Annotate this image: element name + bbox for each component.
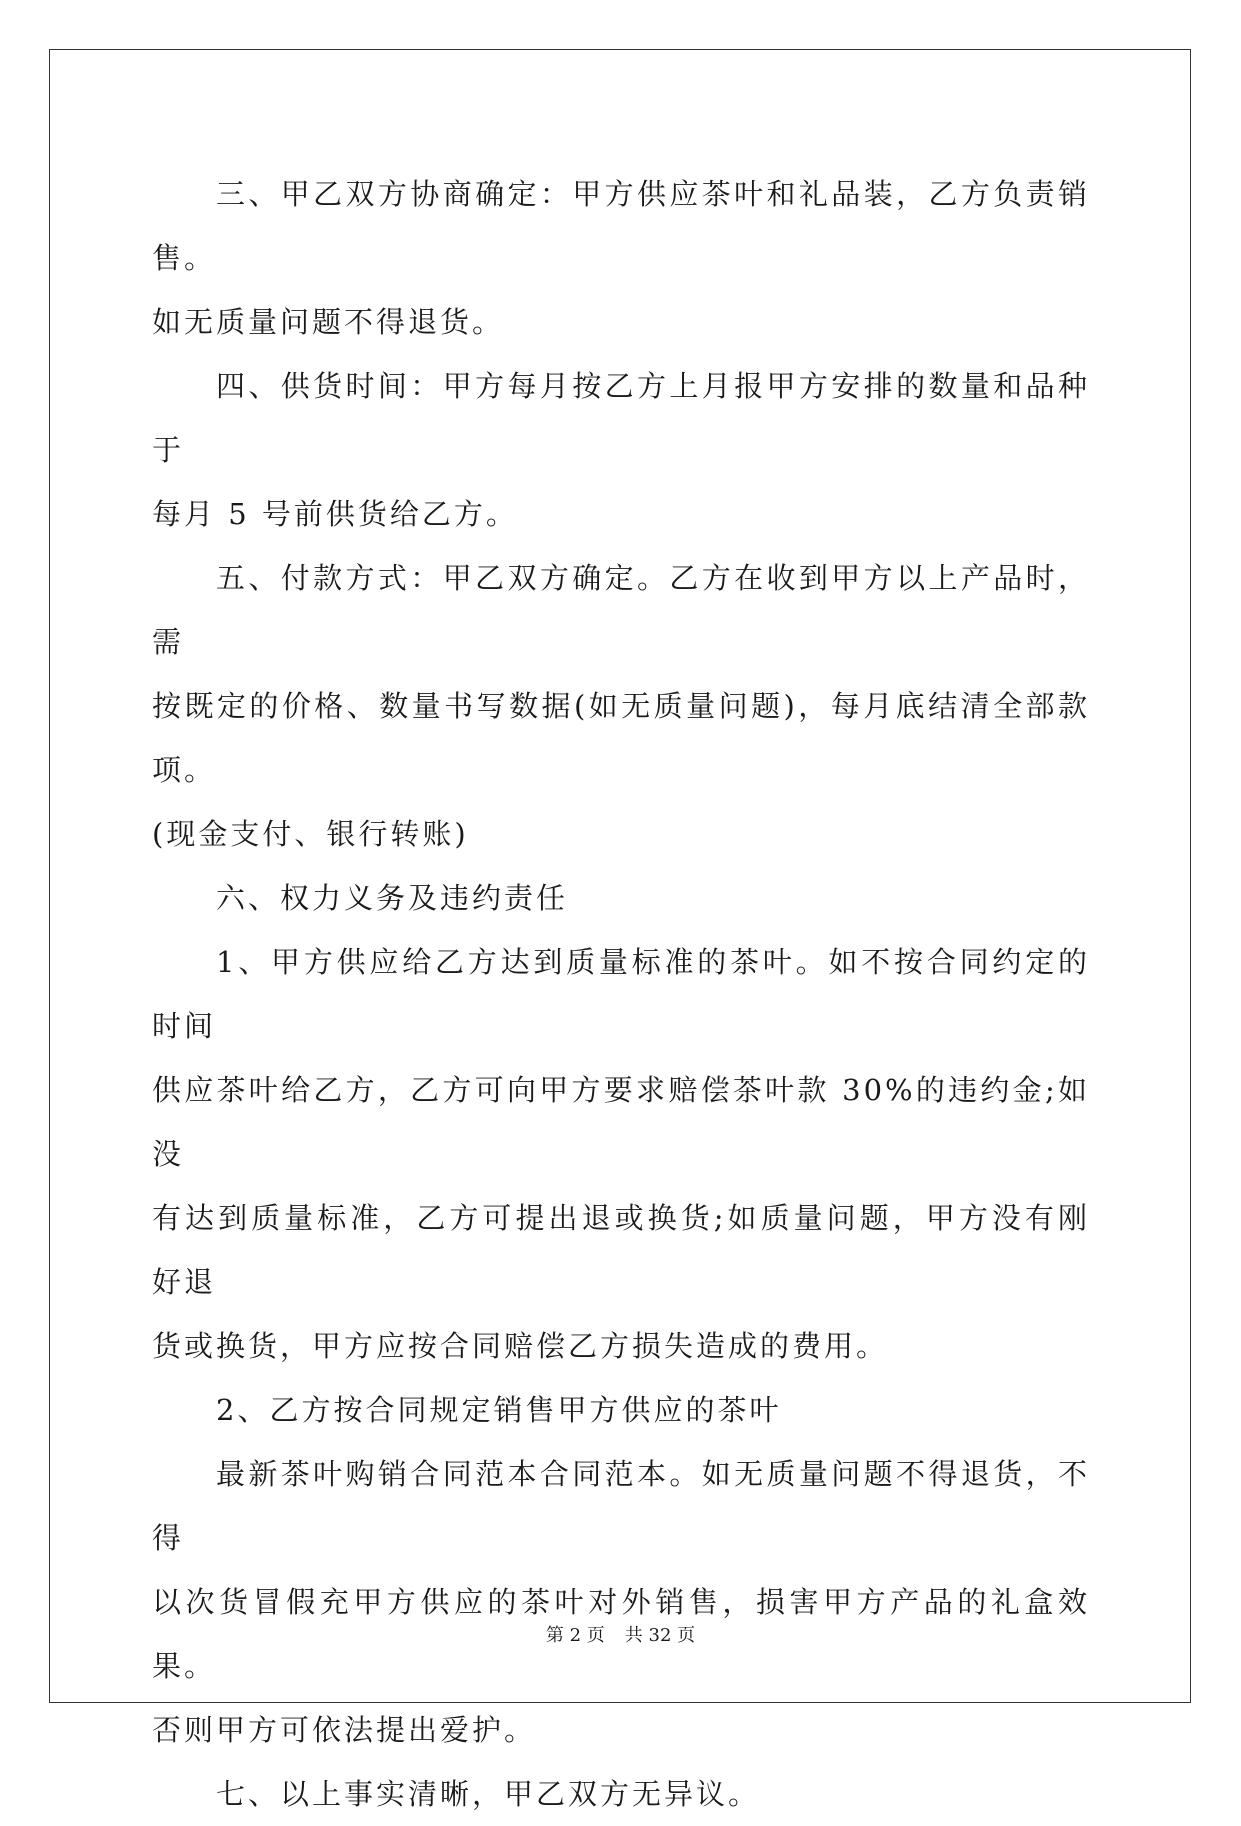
page-number: 第 2 页 <box>545 1625 605 1646</box>
paragraph-4: 四、供货时间：甲方每月按乙方上月报甲方安排的数量和品种于 每月 5 号前供货给乙方。 <box>152 369 1090 531</box>
paragraph-6-1: 1、甲方供应给乙方达到质量标准的茶叶。如不按合同约定的时间 供应茶叶给乙方，乙方可向甲方要求赔偿茶叶款 30%的违约金;如没 有达到质量标准，乙方可提出退或换货;如质量问题，甲方没有刚好退 货或换货，甲方应按合同赔偿乙方损失造成的费用。 <box>152 945 1090 1363</box>
paragraph-6-2-cont: 最新茶叶购销合同范本合同范本。如无质量问题不得退货，不得 以次货冒假充甲方供应的茶叶对外销售，损害甲方产品的礼盒效果。 否则甲方可依法提出爱护。 <box>152 1457 1090 1747</box>
paragraph-6-heading: 六、权力义务及违约责任 <box>216 881 569 915</box>
paragraph-7: 七、以上事实清晰，甲乙双方无异议。 <box>216 1777 761 1811</box>
page-footer <box>0 1621 1241 1647</box>
paragraph-5: 五、付款方式：甲乙双方确定。乙方在收到甲方以上产品时，需 按既定的价格、数量书写数据(如无质量问题)，每月底结清全部款项。 (现金支付、银行转账) <box>152 561 1090 851</box>
document-body <box>152 162 1090 1826</box>
paragraph-3: 三、甲乙双方协商确定：甲方供应茶叶和礼品装，乙方负责销售。 如无质量问题不得退货。 <box>152 177 1090 339</box>
total-pages: 共 32 页 <box>624 1625 696 1646</box>
paragraph-6-2: 2、乙方按合同规定销售甲方供应的茶叶 <box>216 1393 782 1427</box>
